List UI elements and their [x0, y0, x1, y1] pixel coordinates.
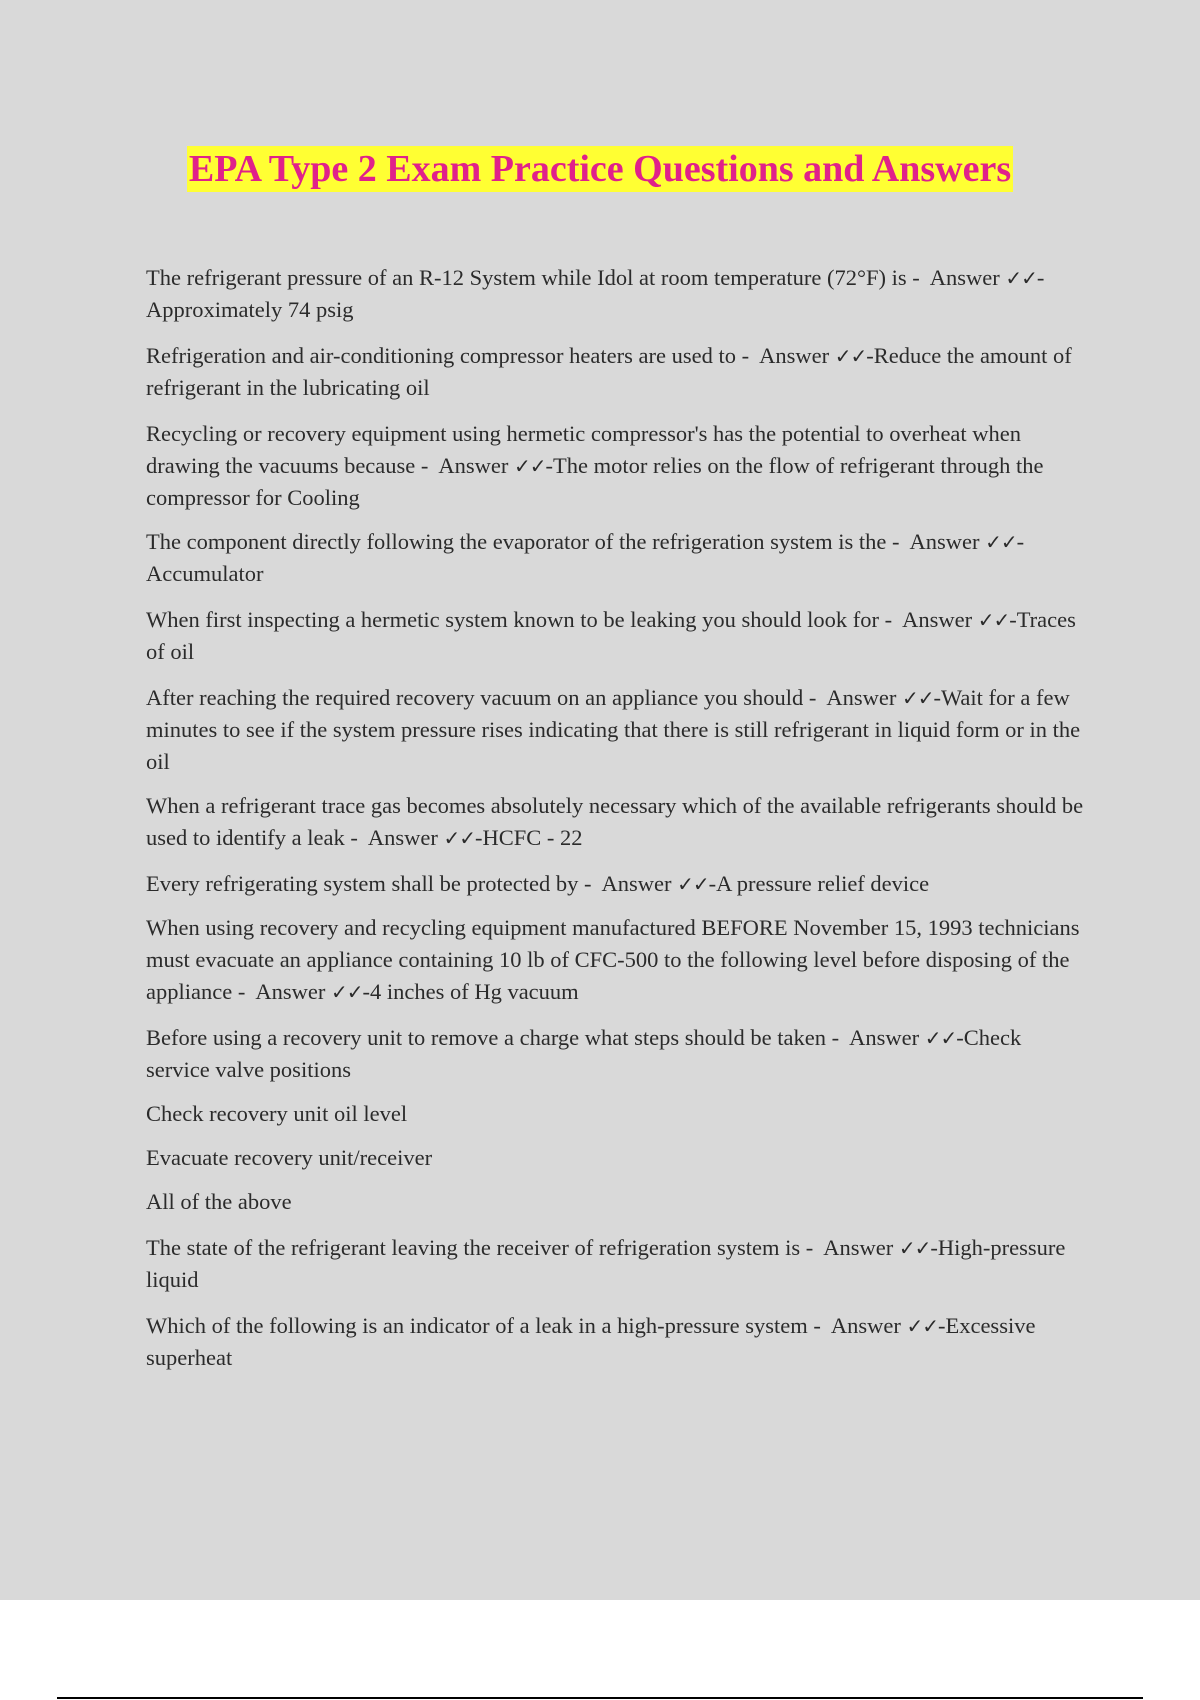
qa-list	[146, 262, 1090, 1388]
answer-label: Answer	[909, 529, 980, 554]
check-icon: ✓✓	[443, 826, 475, 850]
question-text: The component directly following the evaporator of the refrigeration system is the -	[146, 529, 900, 554]
answer-text: Approximately 74 psig	[146, 297, 354, 322]
title-wrap	[0, 146, 1200, 192]
qa-item: Every refrigerating system shall be protected by - Answer ✓✓-A pressure relief device	[146, 871, 930, 896]
answer-label: Answer	[849, 1025, 920, 1050]
check-icon: ✓✓	[901, 686, 934, 710]
check-icon: ✓✓	[898, 1236, 931, 1260]
answer-option-line: Check recovery unit oil level	[146, 1101, 408, 1126]
question-text: The refrigerant pressure of an R-12 System while Idol at room temperature (72°F) is -	[146, 265, 920, 290]
qa-item: The refrigerant pressure of an R-12 System while Idol at room temperature (72°F) is - Answer ✓✓-Approximately 74 psig	[146, 265, 1045, 322]
qa-item: After reaching the required recovery vacuum on an appliance you should - Answer ✓✓-Wait for a few minutes to see if the system pressure rises indicating that there is still refrigerant in liquid form or in the oil	[146, 685, 1081, 774]
answer-text: The motor relies on the flow of refrigerant through the compressor for Cooling	[146, 453, 1044, 510]
question-text: Every refrigerating system shall be protected by -	[146, 871, 592, 896]
check-icon: ✓✓	[924, 1026, 957, 1050]
answer-text: A pressure relief device	[716, 871, 930, 896]
answer-text: Reduce the amount of refrigerant in the lubricating oil	[146, 343, 1072, 400]
question-text: Which of the following is an indicator of a leak in a high-pressure system -	[146, 1313, 821, 1338]
check-icon: ✓✓	[834, 344, 867, 368]
answer-text: High-pressure liquid	[146, 1235, 1066, 1292]
qa-item: When first inspecting a hermetic system known to be leaking you should look for - Answer ✓✓-Traces of oil	[146, 607, 1076, 664]
check-icon: ✓✓	[330, 980, 363, 1004]
qa-item: Refrigeration and air-conditioning compressor heaters are used to - Answer ✓✓-Reduce the amount of refrigerant in the lubricating oil	[146, 343, 1072, 400]
answer-text: 4 inches of Hg vacuum	[369, 979, 579, 1004]
question-text: When a refrigerant trace gas becomes absolutely necessary which of the available refrigerants should be used to identify a leak -	[146, 793, 1084, 850]
question-text: Before using a recovery unit to remove a charge what steps should be taken -	[146, 1025, 840, 1050]
answer-label: Answer	[929, 265, 1000, 290]
answer-label: Answer	[759, 343, 830, 368]
question-text: After reaching the required recovery vacuum on an appliance you should -	[146, 685, 817, 710]
check-icon: ✓✓	[906, 1314, 938, 1338]
answer-label: Answer	[826, 685, 897, 710]
answer-text: Traces of oil	[146, 607, 1076, 664]
answer-label: Answer	[823, 1235, 894, 1260]
qa-item: Recycling or recovery equipment using hermetic compressor's has the potential to overheat when drawing the vacuums because - Answer ✓✓-The motor relies on the flow of refrigerant through the compressor for Cooling	[146, 421, 1044, 510]
answer-text: Wait for a few minutes to see if the system pressure rises indicating that there is still refrigerant in liquid form or in the oil	[146, 685, 1081, 774]
qa-item: The state of the refrigerant leaving the receiver of refrigeration system is - Answer ✓✓-High-pressure liquid	[146, 1235, 1066, 1292]
check-icon: ✓✓	[677, 872, 709, 896]
question-text: Recycling or recovery equipment using hermetic compressor's has the potential to overheat when drawing the vacuums because -	[146, 421, 1022, 478]
answer-label: Answer	[255, 979, 326, 1004]
answer-text: Accumulator	[146, 561, 264, 586]
question-text: When using recovery and recycling equipment manufactured BEFORE November 15, 1993 technicians must evacuate an appliance containing 10 lb of CFC-500 to the following level before disposing of the appliance -	[146, 915, 1080, 1004]
answer-text: HCFC - 22	[482, 825, 583, 850]
answer-text: Check service valve positions	[146, 1025, 1022, 1082]
qa-item: Before using a recovery unit to remove a charge what steps should be taken - Answer ✓✓-Check service valve positions	[146, 1025, 1022, 1082]
check-icon: ✓✓	[1005, 266, 1037, 290]
check-icon: ✓✓	[514, 454, 546, 478]
qa-item: Which of the following is an indicator of a leak in a high-pressure system - Answer ✓✓-Excessive superheat	[146, 1313, 1036, 1370]
answer-option-line: Evacuate recovery unit/receiver	[146, 1145, 433, 1170]
answer-label: Answer	[830, 1313, 901, 1338]
document-title: EPA Type 2 Exam Practice Questions and Answers	[188, 148, 1012, 190]
question-text: When first inspecting a hermetic system known to be leaking you should look for -	[146, 607, 893, 632]
check-icon: ✓✓	[985, 530, 1017, 554]
qa-item: The component directly following the evaporator of the refrigeration system is the - Answer ✓✓-Accumulator	[146, 529, 1025, 586]
qa-item: When using recovery and recycling equipment manufactured BEFORE November 15, 1993 technicians must evacuate an appliance containing 10 lb of CFC-500 to the following level before disposing of the appliance - Answer ✓✓-4 inches of Hg vacuum	[146, 915, 1080, 1004]
answer-label: Answer	[438, 453, 509, 478]
question-text: The state of the refrigerant leaving the receiver of refrigeration system is -	[146, 1235, 814, 1260]
answer-label: Answer	[367, 825, 438, 850]
answer-label: Answer	[601, 871, 672, 896]
answer-text: Excessive superheat	[146, 1313, 1036, 1370]
answer-option-line: All of the above	[146, 1189, 292, 1214]
answer-label: Answer	[902, 607, 973, 632]
check-icon: ✓✓	[977, 608, 1010, 632]
footer-divider	[57, 1697, 1143, 1699]
qa-item: When a refrigerant trace gas becomes absolutely necessary which of the available refrigerants should be used to identify a leak - Answer ✓✓-HCFC - 22	[146, 793, 1084, 850]
question-text: Refrigeration and air-conditioning compressor heaters are used to -	[146, 343, 750, 368]
